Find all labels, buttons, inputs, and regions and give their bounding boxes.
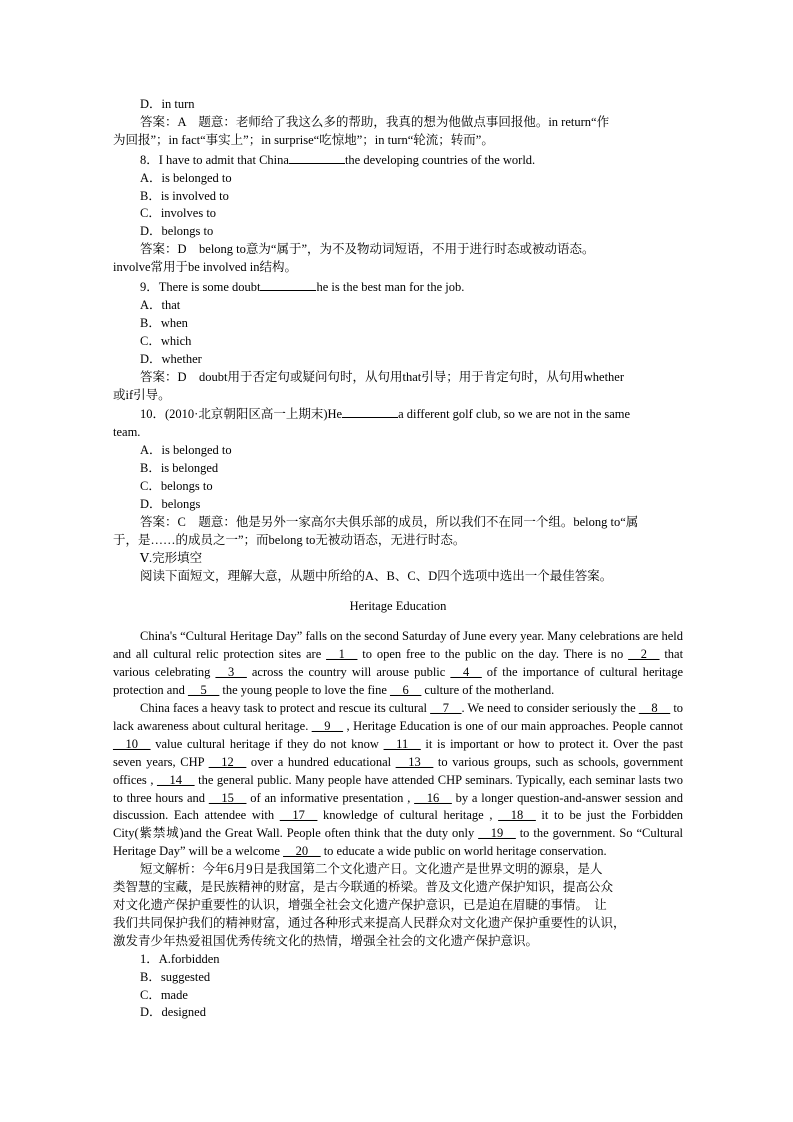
answer-blank (342, 404, 398, 418)
option-c: C．which (140, 333, 192, 348)
option-d: D．in turn (140, 97, 195, 111)
answer-text: 于，是……的成员之一”；而belong to无被动语态，无进行时态。 (113, 532, 466, 547)
blank-number: __8__ (638, 701, 671, 715)
option-d: D．designed (140, 1005, 206, 1020)
blank-number: __18__ (498, 808, 536, 823)
option-a: A．is belonged to (140, 443, 232, 458)
option-b: B．when (140, 315, 188, 330)
answer-text: 答案：D doubt用于否定句或疑问句时，从句用that引导；用于肯定句时，从句用whether (140, 369, 625, 384)
document-page (113, 96, 683, 1022)
question-9: 9．There is some doubt he is the best man for the job. (113, 277, 683, 297)
section-heading: Ⅴ.完形填空 (140, 550, 203, 565)
option-d: D．whether (140, 351, 202, 366)
blank-number: __6__ (390, 683, 422, 698)
blank-number: __1__ (326, 647, 358, 662)
answer-blank (289, 150, 345, 164)
option-a: A．is belonged to (140, 170, 232, 185)
option-c: C．involves to (140, 206, 217, 221)
option-c: C．belongs to (140, 479, 213, 494)
passage-title: Heritage Education (349, 598, 447, 613)
option-d: D．belongs (140, 496, 201, 511)
analysis-text: 类智慧的宝藏，是民族精神的财富，是古今联通的桥梁。普及文化遗产保护知识，提高公众 (113, 880, 614, 895)
answer-text: involve常用于be involved in结构。 (113, 260, 298, 275)
question-10-cont: team. (113, 425, 141, 440)
blank-number: __2__ (628, 647, 660, 662)
instructions: 阅读下面短文，理解大意，从题中所给的A、B、C、D四个选项中选出一个最佳答案。 (140, 568, 613, 583)
blank-number: __17__ (279, 808, 318, 823)
answer-blank (260, 277, 316, 291)
answer-text: 或if引导。 (113, 387, 171, 402)
answer-text: 为回报”；in fact“事实上”；in surprise“吃惊地”；in turn“轮流；转而”。 (113, 132, 494, 147)
blank-number: __7__ (430, 701, 462, 715)
analysis-text: 激发青少年热爱祖国优秀传统文化的热情，增强全社会的文化遗产保护意识。 (113, 933, 539, 948)
option-b: B．suggested (140, 969, 211, 984)
blank-number: __10__ (113, 736, 151, 751)
analysis-text: 对文化遗产保护重要性的认识，增强全社会文化遗产保护意识，已是迫在眉睫的事情。 让 (113, 897, 607, 912)
option-a: A．that (140, 297, 181, 312)
blank-number: __11__ (383, 736, 421, 751)
blank-number: __15__ (208, 790, 247, 805)
blank-number: __3__ (215, 665, 247, 680)
option-b: B．is involved to (140, 188, 229, 203)
option-b: B．is belonged (140, 461, 219, 476)
answer-text: 答案：C 题意：他是另外一家高尔夫俱乐部的成员，所以我们不在同一个组。belong to“属 (140, 514, 639, 529)
blank-number: __14__ (157, 772, 195, 787)
question-8: 8．I have to admit that China the developing countries of the world. (113, 150, 683, 170)
question-10: 10．(2010·北京朝阳区高一上期末)He a different golf club, so we are not in the same (113, 404, 683, 424)
passage-paragraph-1: China's “Cultural Heritage Day” falls on the second Saturday of June every year. Many celebrations are held and all cultural relic protection sites are __1__ to open free to the public on the day. There is no __2__ that various celebrating __3__ across the country will arouse public __4__ of the importance of cultural heritage protection and __5__ the young people to love the fine __6__ culture of the motherland. (113, 629, 684, 698)
blank-number: __13__ (395, 754, 434, 769)
analysis-text: 短文解析：今年6月9日是我国第二个文化遗产日。文化遗产是世界文明的源泉，是人 (140, 862, 603, 877)
blank-number: __19__ (478, 826, 516, 841)
option-c: C．made (140, 987, 188, 1002)
blank-number: __16__ (414, 790, 452, 805)
option-d: D．belongs to (140, 224, 214, 239)
answer-text: 答案：D belong to意为“属于”，为不及物动词短语，不用于进行时态或被动语态。 (140, 242, 595, 257)
blank-number: __4__ (450, 665, 482, 680)
passage-paragraph-2: China faces a heavy task to protect and rescue its cultural __7__. We need to consider seriously the __8__ to lack awareness about cultural heritage. __9__ , Heritage Education is one of our main approaches. People cannot __10__ value cultural heritage if they do not know __11__ it is important or how to protect it. Over the past seven years, CHP __12__ over a hundred educational __13__ to various groups, such as schools, government offices , __14__ the general public. Many people have attended CHP seminars. Typically, each seminar lasts two to three hours and __15__ of an informative presentation , __16__ by a longer question-and-answer session and discussion. Each attendee with __17__ knowledge of cultural heritage , __18__ it to be just the Forbidden City(紫禁城)and the Great Wall. People often think that the duty only __19__ to the government. So “Cultural Heritage Day” will be a welcome __20__ to educate a wide public on world heritage conservation. (113, 701, 684, 859)
blank-number: __20__ (283, 844, 321, 859)
answer-text: 答案：A 题意：老师给了我这么多的帮助，我真的想为他做点事回报他。in return“作 (140, 114, 610, 129)
blank-number: __12__ (208, 754, 247, 769)
blank-number: __5__ (187, 683, 220, 698)
blank-number: __9__ (311, 718, 344, 733)
option-a: 1．A.forbidden (140, 951, 220, 966)
analysis-text: 我们共同保护我们的精神财富，通过各种形式来提高人民群众对文化遗产保护重要性的认识， (113, 915, 626, 930)
